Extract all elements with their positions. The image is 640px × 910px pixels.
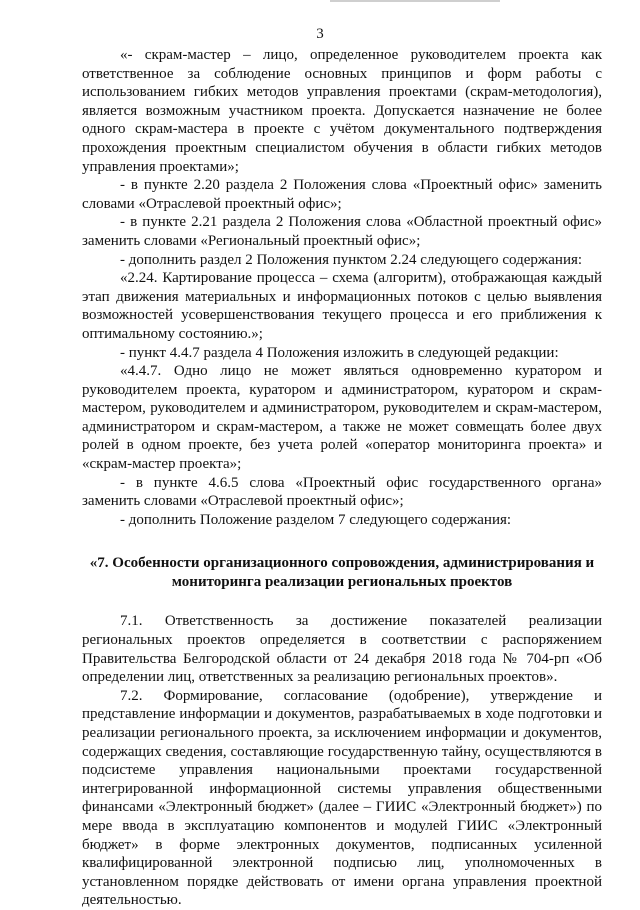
- paragraph-scrum-master-definition: «- скрам-мастер – лицо, определенное руководителем проекта как ответственное за соблюдение основных принципов и форм работы с использованием гибких методов управления проектами (скрам-методология), является возможным участником проекта. Допускается назначение не более одного скрам-мастера в проекте с учётом документального подтверждения прохождения проектным специалистом обучения в области гибких методов управления проектами»;: [82, 47, 602, 175]
- paragraph-item-4-4-7: - пункт 4.4.7 раздела 4 Положения изложить в следующей редакции:: [120, 344, 559, 361]
- paragraph-2-24-text: «2.24. Картирование процесса – схема (алгоритм), отображающая каждый этап движения материальных и информационных потоков с целью выявления возможностей усовершенствования текущего процесса и его приближения к оптимальному состоянию.»;: [82, 270, 602, 342]
- paragraph-4-4-7-text: «4.4.7. Одно лицо не может являться одновременно куратором и руководителем проекта, куратором и администратором, куратором и скрам-мастером, руководителем и администратором, руководителем и скрам-мастером, администратором и скрам-мастером, а также не может совмещать более двух ролей в одном проекте, без учета ролей «оператор мониторинга проекта» и «скрам-мастер проекта»;: [82, 363, 602, 473]
- page-number: 3: [316, 26, 324, 42]
- paragraph-item-2-20: - в пункте 2.20 раздела 2 Положения слова «Проектный офис» заменить словами «Отраслевой проектный офис»;: [82, 177, 602, 212]
- section-7-heading: «7. Особенности организационного сопровождения, администрирования и мониторинга реализации региональных проектов: [89, 555, 595, 591]
- document-body: [82, 46, 602, 910]
- paragraph-add-2-24: - дополнить раздел 2 Положения пунктом 2.24 следующего содержания:: [120, 251, 583, 268]
- paragraph-item-2-21: - в пункте 2.21 раздела 2 Положения слова «Областной проектный офис» заменить словами «Региональный проектный офис»;: [82, 214, 602, 249]
- scan-artifact: [330, 0, 500, 2]
- paragraph-add-section-7: - дополнить Положение разделом 7 следующего содержания:: [120, 511, 512, 528]
- paragraph-7-2: 7.2. Формирование, согласование (одобрение), утверждение и представление информации и документов, разрабатываемых в ходе подготовки и реализации регионального проекта, за исключением информации и документов, содержащих сведения, составляющие государственную тайну, осуществляются в подсистеме управления национальными проектами государственной интегрированной информационной системы управления общественными финансами «Электронный бюджет» (далее – ГИИС «Электронный бюджет») по мере ввода в эксплуатацию компонентов и модулей ГИИС «Электронный бюджет» в форме электронных документов, подписанных усиленной квалифицированной электронной подписью лиц, уполномоченных в установленном порядке действовать от имени органа управления проектной деятельностью.: [82, 687, 602, 909]
- paragraph-item-4-6-5: - в пункте 4.6.5 слова «Проектный офис государственного органа» заменить словами «Отраслевой проектный офис»;: [82, 474, 602, 510]
- paragraph-7-1: 7.1. Ответственность за достижение показателей реализации региональных проектов определяется в соответствии с распоряжением Правительства Белгородской области от 24 декабря 2018 года № 704-рп «Об определении лиц, ответственных за реализацию региональных проектов».: [82, 613, 602, 686]
